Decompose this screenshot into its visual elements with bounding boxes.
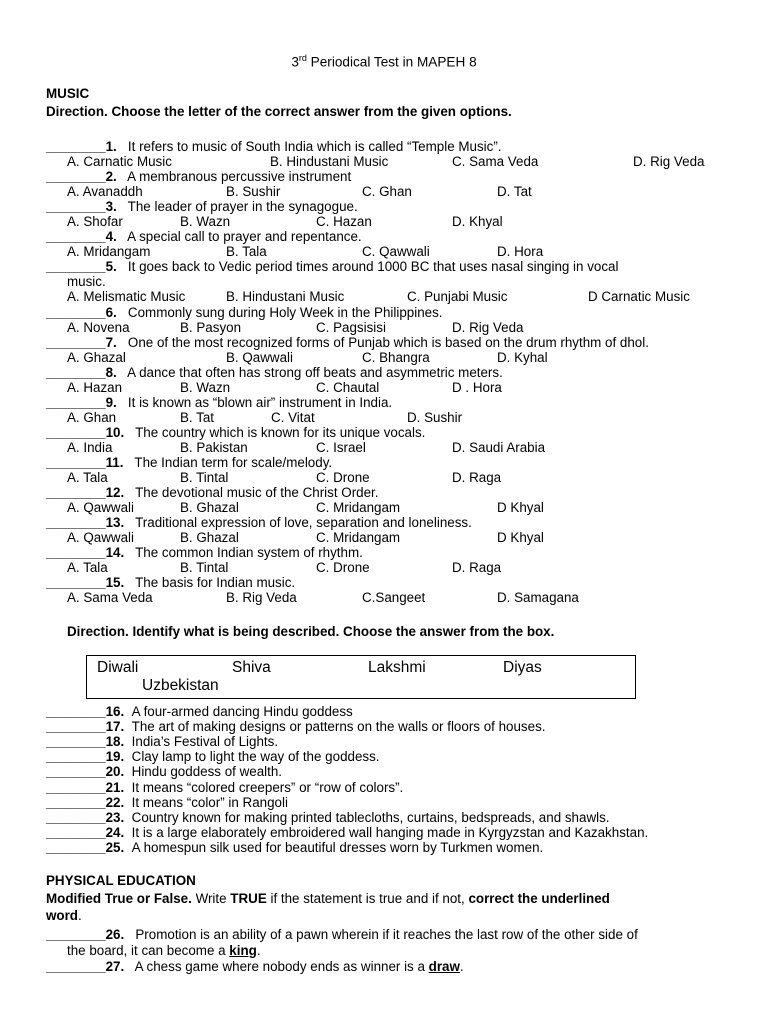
music-question: ________5. It goes back to Vedic period times around 1000 BC that uses nasal singing in vocal: [46, 259, 619, 275]
option-b: B. Tat: [180, 409, 214, 425]
music-question: ________8. A dance that often has strong off beats and asymmetric meters.: [46, 364, 503, 380]
option-c: C. Mridangam: [316, 530, 401, 546]
part2-direction: Direction. Identify what is being described. Choose the answer from the box.: [67, 624, 555, 639]
option-a: A. Melismatic Music: [67, 289, 186, 305]
option-b: B. Pakistan: [180, 439, 248, 455]
answer-box: [86, 655, 636, 699]
question-26-cont: the board, it can become a king.: [67, 943, 261, 958]
option-b: B. Hindustani Music: [226, 289, 345, 305]
option-b: B. Pasyon: [180, 319, 242, 335]
option-d: D. Samagana: [497, 590, 579, 606]
music-question: ________14. The common Indian system of rhythm.: [46, 545, 363, 561]
box-word: Diwali: [97, 659, 139, 676]
option-b: B. Qawwali: [226, 349, 293, 365]
option-d: D. Khyal: [452, 214, 503, 230]
option-c: C. Vitat: [271, 409, 315, 425]
music-direction: Direction. Choose the letter of the correct answer from the given options.: [46, 104, 512, 119]
option-c: C. Punjabi Music: [407, 289, 508, 305]
identification-question: ________24. It is a large elaborately embroidered wall hanging made in Kyrgyzstan and Kazakhstan.: [46, 824, 649, 840]
identification-question: ________23. Country known for making printed tablecloths, curtains, bedspreads, and shawls.: [46, 809, 610, 825]
option-d: D. Hora: [497, 244, 544, 260]
option-d: D. Raga: [452, 560, 502, 576]
option-c: C. Drone: [316, 470, 370, 485]
option-c: C. Drone: [316, 560, 370, 576]
option-d: D. Raga: [452, 470, 502, 485]
option-d: D Khyal: [497, 530, 544, 546]
identification-question: ________16. A four-armed dancing Hindu goddess: [46, 704, 353, 719]
option-a: A. Qawwali: [67, 500, 134, 516]
music-question: ________4. A special call to prayer and repentance.: [46, 229, 362, 245]
music-question: ________9. It is known as “blown air” instrument in India.: [46, 394, 393, 410]
identification-question: ________20. Hindu goddess of wealth.: [46, 764, 283, 780]
option-a: A. India: [67, 439, 113, 455]
option-d: D. Tat: [497, 184, 532, 200]
option-b: B. Tintal: [180, 470, 229, 485]
option-d: D. Sushir: [407, 409, 463, 425]
option-b: B. Tala: [226, 244, 267, 260]
identification-question: ________19. Clay lamp to light the way of the goddess.: [46, 749, 380, 765]
pe-direction: Modified True or False. Write TRUE if the statement is true and if not, correct the underlined: [46, 891, 610, 906]
music-question: ________3. The leader of prayer in the synagogue.: [46, 199, 358, 215]
music-question: ________1. It refers to music of South India which is called “Temple Music”.: [46, 139, 502, 154]
option-c: C. Hazan: [316, 214, 372, 230]
option-a: A. Shofar: [67, 214, 123, 230]
option-b: B. Rig Veda: [226, 590, 297, 606]
option-b: B. Wazn: [180, 214, 231, 230]
identification-question: ________22. It means “color” in Rangoli: [46, 794, 288, 810]
pe-direction-cont: word.: [46, 908, 82, 923]
option-a: A. Tala: [67, 560, 108, 576]
option-b: B. Ghazal: [180, 500, 239, 516]
music-question: ________7. One of the most recognized forms of Punjab which is based on the drum rhythm of dhol.: [46, 334, 649, 350]
page-title: 3rd Periodical Test in MAPEH 8: [291, 53, 477, 70]
music-question: ________10. The country which is known for its unique vocals.: [46, 424, 426, 440]
option-c: C. Ghan: [362, 184, 412, 200]
option-a: A. Sama Veda: [67, 590, 153, 606]
option-a: A. Ghazal: [67, 349, 126, 365]
option-c: C. Bhangra: [362, 349, 430, 365]
option-d: D . Hora: [452, 379, 502, 395]
option-a: A. Hazan: [67, 379, 123, 395]
question-26: ________26. Promotion is an ability of a pawn wherein if it reaches the last row of the other side of: [46, 927, 638, 942]
box-word: Lakshmi: [368, 659, 426, 676]
option-b: B. Tintal: [180, 560, 229, 576]
box-word: Shiva: [232, 659, 271, 676]
option-a: A. Ghan: [67, 409, 117, 425]
music-question: ________15. The basis for Indian music.: [46, 575, 296, 591]
identification-question: ________18. India’s Festival of Lights.: [46, 734, 279, 750]
option-a: A. Avanaddh: [67, 184, 143, 200]
option-a: A. Qawwali: [67, 530, 134, 546]
option-b: B. Sushir: [226, 184, 281, 200]
identification-question: ________17. The art of making designs or patterns on the walls or floors of houses.: [46, 719, 546, 735]
option-d: D Khyal: [497, 500, 544, 516]
identification-question: ________21. It means “colored creepers” or “row of colors”.: [46, 779, 404, 795]
option-d: D. Kyhal: [497, 349, 548, 365]
option-c: C. Chautal: [316, 379, 380, 395]
option-b: B. Ghazal: [180, 530, 239, 546]
question-27: ________27. A chess game where nobody ends as winner is a draw.: [46, 959, 464, 974]
music-question: ________2. A membranous percussive instrument: [46, 169, 352, 185]
music-question: ________12. The devotional music of the Christ Order.: [46, 485, 379, 501]
option-d: D Carnatic Music: [588, 289, 690, 305]
music-question: ________13. Traditional expression of love, separation and loneliness.: [46, 515, 472, 531]
option-d: D. Rig Veda: [452, 319, 524, 335]
option-c: C. Sama Veda: [452, 154, 539, 169]
music-question: ________11. The Indian term for scale/melody.: [46, 455, 333, 470]
option-a: A. Mridangam: [67, 244, 151, 260]
option-a: A. Tala: [67, 470, 108, 485]
option-c: C. Mridangam: [316, 500, 401, 516]
option-c: C. Pagsisisi: [316, 319, 386, 335]
option-c: C. Qawwali: [362, 244, 430, 260]
box-word: Uzbekistan: [142, 677, 219, 694]
music-question: ________6. Commonly sung during Holy Week in the Philippines.: [46, 304, 443, 320]
option-b: B. Hindustani Music: [270, 154, 389, 169]
option-a: A. Novena: [67, 319, 130, 335]
identification-question: ________25. A homespun silk used for beautiful dresses worn by Turkmen women.: [46, 839, 544, 855]
option-d: D. Rig Veda: [633, 154, 705, 169]
option-c: C. Israel: [316, 439, 366, 455]
pe-heading: PHYSICAL EDUCATION: [46, 873, 196, 888]
option-d: D. Saudi Arabia: [452, 439, 546, 455]
option-a: A. Carnatic Music: [67, 154, 172, 169]
option-c: C.Sangeet: [362, 590, 426, 606]
box-word: Diyas: [503, 659, 542, 676]
option-b: B. Wazn: [180, 379, 231, 395]
music-question-cont: music.: [67, 274, 106, 290]
music-heading: MUSIC: [46, 86, 90, 101]
